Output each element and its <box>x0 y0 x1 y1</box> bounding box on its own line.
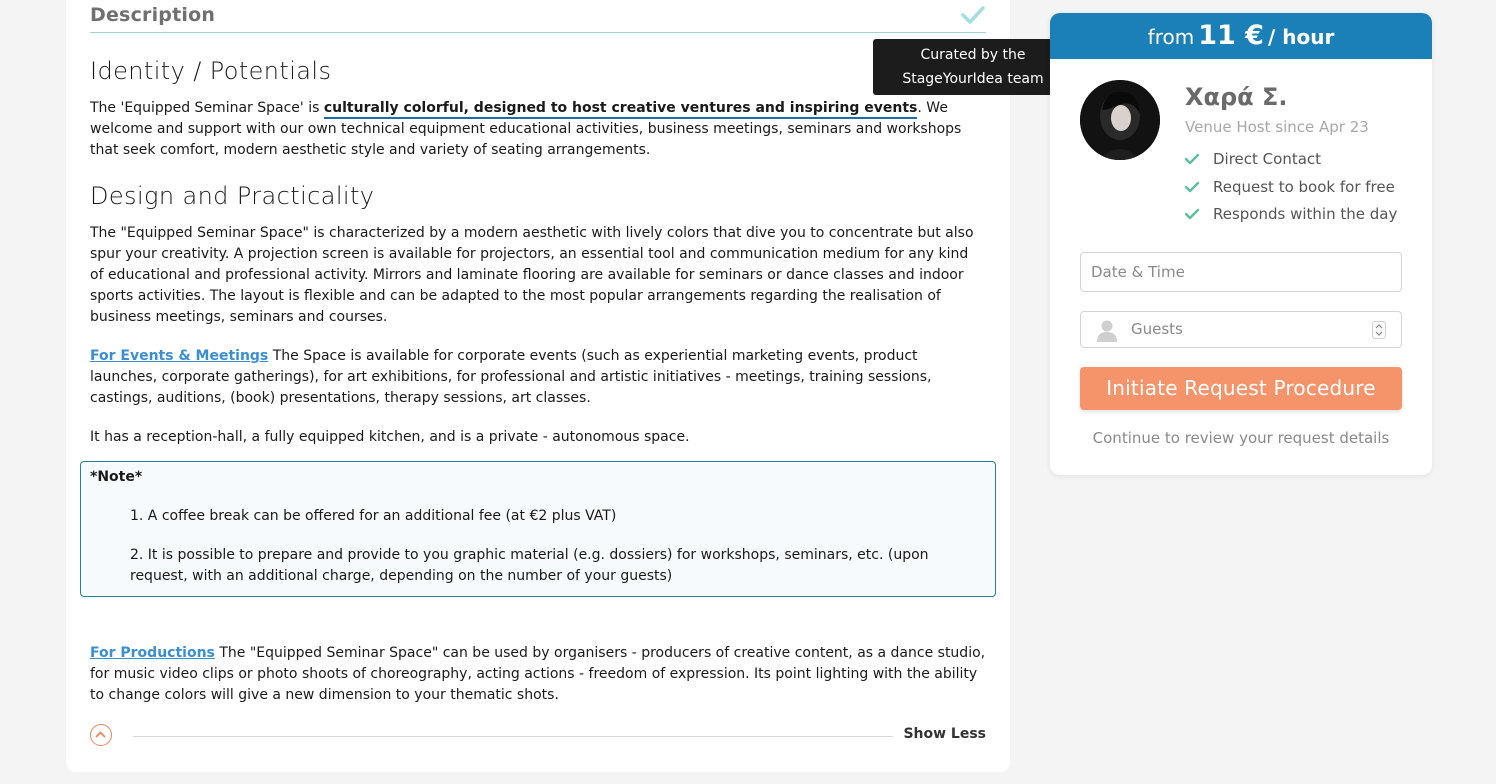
design-paragraph <box>90 223 986 328</box>
description-header <box>90 4 986 33</box>
tooltip-line-2: StageYourIdea team <box>902 71 1044 87</box>
price-amount: 11 € <box>1198 20 1264 51</box>
guests-placeholder: Guests <box>1131 320 1183 338</box>
host-avatar[interactable] <box>1080 80 1160 160</box>
design-heading: Design and Practicality <box>90 182 375 210</box>
productions-paragraph <box>90 643 986 706</box>
guests-stepper[interactable] <box>1372 321 1386 339</box>
identity-paragraph <box>90 98 986 161</box>
note-title: *Note* <box>90 469 143 485</box>
events-link[interactable]: For Events & Meetings <box>90 348 269 364</box>
note-item-2: 2. It is possible to prepare and provide to you graphic material (e.g. dossiers) for workshops, seminars, etc. (upon request, with an additional charge, depending on the number of your guests) <box>130 547 929 584</box>
host-since: Venue Host since Apr 23 <box>1185 118 1369 136</box>
events-text: The Space is available for corporate events (such as experiential marketing events, product launches, corporate gatherings), for art exhibitions, for professional and artistic initiatives - meetings, training sessions, castings, auditions, (book) presentations, therapy sessions, art classes. <box>90 348 932 406</box>
identity-highlight: culturally colorful, designed to host creative ventures and inspiring events <box>324 100 918 119</box>
check-icon <box>1185 153 1199 165</box>
design-text: The "Equipped Seminar Space" is characterized by a modern aesthetic with lively colors that dive you to concentrate but also spur your creativity. A projection screen is available for projectors, an essential tool and communication medium for any kind of educational and professional activity. Mirrors and laminate flooring are available for seminars or dance classes and indoor sports activities. The layout is flexible and can be adapted to the most popular arrangements regarding the realisation of business meetings, seminars and courses. <box>90 225 974 325</box>
date-time-input[interactable] <box>1080 252 1402 292</box>
initiate-request-button[interactable]: Initiate Request Procedure <box>1080 367 1402 410</box>
show-less-divider <box>133 736 893 737</box>
description-title: Description <box>90 4 216 26</box>
show-less-row <box>90 724 986 750</box>
price-header <box>1050 13 1432 59</box>
price-unit: / hour <box>1267 25 1335 49</box>
continue-text: Continue to review your request details <box>1092 429 1390 447</box>
feature-request-free <box>1185 178 1395 196</box>
feature-label: Request to book for free <box>1213 178 1395 196</box>
chevron-up-icon[interactable] <box>90 724 112 746</box>
note-item-1: 1. A coffee break can be offered for an additional fee (at €2 plus VAT) <box>130 508 617 524</box>
show-less-button[interactable]: Show Less <box>903 726 986 742</box>
curated-tooltip <box>873 39 1073 95</box>
price-from: from <box>1147 25 1195 49</box>
productions-link[interactable]: For Productions <box>90 645 215 661</box>
identity-text-start: The 'Equipped Seminar Space' is <box>90 100 324 116</box>
productions-text: The "Equipped Seminar Space" can be used by organisers - producers of creative content, as a dance studio, for music video clips or photo shoots of choreography, acting actions - freedom of expression. Its point lighting with the ability to change colors will give a new dimension to your thematic shots. <box>90 645 986 703</box>
date-time-placeholder: Date & Time <box>1091 263 1185 281</box>
events-paragraph <box>90 346 986 409</box>
guests-input[interactable] <box>1080 311 1402 348</box>
tooltip-line-1: Curated by the <box>920 47 1026 63</box>
check-icon <box>1185 181 1199 193</box>
check-icon <box>1185 208 1199 220</box>
host-name: Χαρά Σ. <box>1185 83 1288 111</box>
feature-direct-contact <box>1185 150 1321 168</box>
identity-heading: Identity / Potentials <box>90 57 332 85</box>
feature-label: Direct Contact <box>1213 150 1322 168</box>
booking-card <box>1050 13 1432 475</box>
feature-label: Responds within the day <box>1213 205 1398 223</box>
reception-text: It has a reception-hall, a fully equipped kitchen, and is a private - autonomous space. <box>90 429 690 445</box>
feature-responds <box>1185 205 1397 223</box>
identity-text-end: . We welcome and support with our own technical equipment educational activities, business meetings, seminars and workshops that seek comfort, modern aesthetic style and variety of seating arrangements. <box>90 100 962 158</box>
reception-paragraph <box>90 427 986 448</box>
curated-check-icon[interactable] <box>960 2 986 28</box>
note-box <box>80 461 996 597</box>
user-icon <box>1096 319 1118 343</box>
